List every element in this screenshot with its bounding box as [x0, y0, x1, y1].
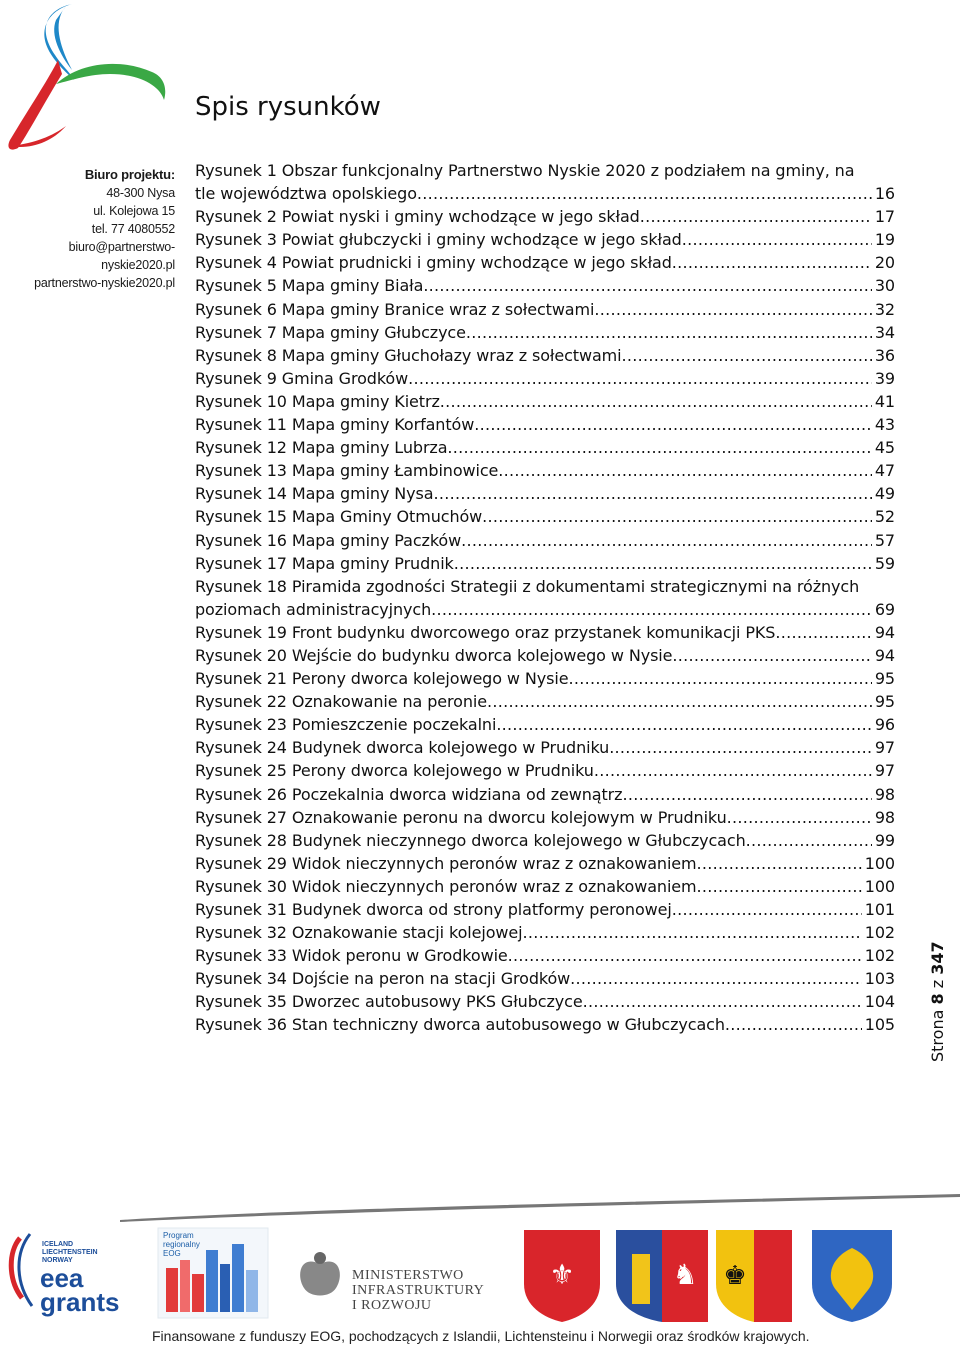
table-of-figures	[195, 159, 895, 1037]
toc-entry[interactable]	[195, 829, 895, 852]
eagle-emblem	[300, 1252, 340, 1296]
toc-entry[interactable]	[195, 505, 895, 528]
toc-entry-page: 102	[864, 946, 895, 966]
toc-entry[interactable]	[195, 967, 895, 990]
ministry-line-3: I ROZWOJU	[352, 1298, 432, 1313]
toc-entry-page: 95	[874, 692, 895, 712]
toc-entry-page: 96	[874, 715, 895, 735]
toc-entry[interactable]	[195, 344, 895, 367]
toc-entry-title: Rysunek 34 Dojście na peron na stacji Grodków	[195, 969, 571, 989]
toc-entry-line	[195, 1013, 895, 1036]
toc-entry-page: 59	[874, 553, 895, 573]
toc-entry-line	[195, 552, 895, 575]
eea-country-3: NORWAY	[42, 1257, 73, 1264]
program-line-2: regionalny	[163, 1240, 200, 1249]
toc-entry[interactable]	[195, 690, 895, 713]
eea-country-2: LIECHTENSTEIN	[42, 1249, 98, 1256]
toc-entry-title: Rysunek 17 Mapa gminy Prudnik	[195, 553, 454, 573]
toc-entry-title: Rysunek 5 Mapa gminy Biała	[195, 276, 424, 296]
toc-dot-leader	[431, 598, 872, 621]
toc-dot-leader	[454, 552, 872, 575]
toc-entry[interactable]	[195, 667, 895, 690]
toc-entry-page: 49	[874, 484, 895, 504]
toc-dot-leader	[725, 1013, 862, 1036]
toc-entry-line	[195, 274, 895, 297]
toc-entry-page: 99	[874, 830, 895, 850]
toc-entry-page: 41	[874, 391, 895, 411]
toc-dot-leader	[408, 367, 872, 390]
toc-dot-leader	[697, 875, 862, 898]
toc-entry-line	[195, 667, 895, 690]
coat-of-arms-1	[524, 1230, 600, 1322]
toc-entry-title: Rysunek 9 Gmina Grodków	[195, 368, 409, 388]
ministry-line-2: INFRASTRUKTURY	[352, 1283, 485, 1298]
toc-entry-page: 43	[874, 415, 895, 435]
toc-entry-page: 32	[874, 299, 895, 319]
toc-entry[interactable]	[195, 759, 895, 782]
toc-entry-page: 16	[874, 184, 895, 204]
coat-of-arms-4	[812, 1230, 892, 1322]
toc-entry-line	[195, 621, 895, 644]
toc-entry-line	[195, 505, 895, 528]
eea-country-1: ICELAND	[42, 1241, 74, 1248]
toc-entry[interactable]	[195, 298, 895, 321]
toc-dot-leader	[775, 621, 871, 644]
toc-entry[interactable]	[195, 621, 895, 644]
page-total: 347	[928, 941, 947, 975]
toc-entry-title: Rysunek 26 Poczekalnia dworca widziana od zewnątrz	[195, 784, 623, 804]
toc-dot-leader	[672, 644, 871, 667]
toc-entry-line	[195, 298, 895, 321]
toc-entry-title: Rysunek 31 Budynek dworca od strony platformy peronowej	[195, 900, 672, 919]
contact-heading: Biuro projektu:	[84, 167, 175, 182]
toc-entry-line	[195, 990, 895, 1013]
toc-entry-line	[195, 921, 895, 944]
toc-entry[interactable]	[195, 921, 895, 944]
toc-dot-leader	[568, 667, 871, 690]
toc-entry-page: 17	[874, 207, 895, 227]
eea-grants-wordmark	[40, 1263, 120, 1317]
toc-entry-line	[195, 228, 895, 251]
toc-entry-line	[195, 321, 895, 344]
toc-entry-title: Rysunek 29 Widok nieczynnych peronów wraz z oznakowaniem	[195, 853, 697, 873]
toc-entry[interactable]	[195, 205, 895, 228]
toc-entry-page: 98	[874, 784, 895, 804]
svg-text:♚: ♚	[723, 1261, 747, 1291]
toc-dot-leader	[417, 182, 872, 205]
toc-entry-title: Rysunek 12 Mapa gminy Lubrza	[195, 438, 448, 458]
toc-entry-line	[195, 944, 895, 967]
toc-entry-page: 105	[864, 1015, 895, 1035]
program-line-1: Program	[163, 1231, 194, 1240]
partnerstwo-logo	[0, 0, 175, 160]
program-line-3: EOG	[163, 1249, 181, 1258]
toc-dot-leader	[423, 274, 872, 297]
toc-entry[interactable]	[195, 736, 895, 759]
coat-of-arms-3	[716, 1230, 792, 1322]
toc-entry-page: 69	[874, 599, 895, 619]
page-title: Spis rysunków	[195, 92, 381, 122]
toc-dot-leader	[622, 344, 872, 367]
toc-entry-title: Rysunek 22 Oznakowanie na peronie	[195, 692, 487, 712]
toc-entry-line	[195, 182, 895, 205]
toc-entry-line	[195, 598, 895, 621]
toc-entry[interactable]	[195, 251, 895, 274]
toc-entry-page: 19	[874, 230, 895, 250]
toc-entry-page: 102	[864, 923, 895, 943]
toc-dot-leader	[672, 251, 872, 274]
toc-dot-leader	[496, 713, 872, 736]
eea-word: eea	[40, 1263, 84, 1293]
toc-entry[interactable]	[195, 482, 895, 505]
funding-statement: Finansowane z funduszy EOG, pochodzących z Islandii, Lichtensteinu i Norwegii oraz środków krajowych.	[152, 1328, 810, 1344]
toc-entry-line	[195, 875, 895, 898]
toc-entry[interactable]	[195, 413, 895, 436]
toc-entry[interactable]	[195, 898, 895, 921]
contact-street: ul. Kolejowa 15	[93, 204, 175, 218]
toc-entry-title: Rysunek 25 Perony dworca kolejowego w Prudniku	[195, 761, 594, 781]
toc-entry[interactable]	[195, 713, 895, 736]
toc-dot-leader	[434, 482, 872, 505]
ministry-label	[352, 1268, 484, 1313]
toc-entry[interactable]	[195, 1013, 895, 1036]
svg-text:⚜: ⚜	[549, 1258, 575, 1291]
toc-entry-page: 101	[864, 900, 895, 919]
toc-entry-title: Rysunek 24 Budynek dworca kolejowego w Prudniku	[195, 738, 610, 758]
toc-entry-line	[195, 459, 895, 482]
page-number: 8	[928, 993, 947, 1005]
toc-entry-line	[195, 482, 895, 505]
toc-entry-line	[195, 529, 895, 552]
coat-of-arms-2	[616, 1230, 708, 1322]
toc-dot-leader	[640, 205, 872, 228]
toc-entry[interactable]	[195, 990, 895, 1013]
toc-dot-leader	[594, 759, 872, 782]
toc-entry-page: 52	[874, 507, 895, 527]
toc-entry-line	[195, 251, 895, 274]
toc-entry-page: 57	[874, 530, 895, 550]
toc-entry-line	[195, 413, 895, 436]
toc-entry-line	[195, 367, 895, 390]
toc-dot-leader	[487, 690, 872, 713]
toc-entry[interactable]	[195, 944, 895, 967]
program-label	[163, 1231, 200, 1258]
eea-countries	[42, 1241, 98, 1265]
toc-dot-leader	[746, 829, 872, 852]
toc-entry-title-line1: Rysunek 1 Obszar funkcjonalny Partnerstwo Nyskie 2020 z podziałem na gminy, na	[195, 161, 855, 180]
toc-dot-leader	[440, 390, 872, 413]
toc-dot-leader	[697, 852, 862, 875]
toc-entry-page: 30	[874, 276, 895, 296]
toc-entry-line	[195, 898, 895, 921]
toc-entry-title: Rysunek 21 Perony dworca kolejowego w Nysie	[195, 669, 569, 689]
toc-entry[interactable]	[195, 459, 895, 482]
toc-dot-leader	[461, 529, 872, 552]
toc-entry-title: tle województwa opolskiego	[195, 184, 417, 204]
toc-entry[interactable]	[195, 552, 895, 575]
toc-entry-page: 47	[874, 461, 895, 481]
toc-entry-line	[195, 759, 895, 782]
toc-entry-page: 100	[864, 876, 895, 896]
toc-entry-title: Rysunek 28 Budynek nieczynnego dworca kolejowego w Głubczycach	[195, 830, 746, 850]
toc-entry-title: Rysunek 19 Front budynku dworcowego oraz przystanek komunikacji PKS	[195, 622, 776, 642]
toc-entry-title: Rysunek 16 Mapa gminy Paczków	[195, 530, 462, 550]
toc-entry-page: 34	[874, 322, 895, 342]
toc-dot-leader	[466, 321, 872, 344]
toc-entry-line	[195, 344, 895, 367]
toc-entry-page: 103	[864, 969, 895, 989]
toc-entry-line	[195, 829, 895, 852]
toc-entry-line	[195, 644, 895, 667]
toc-entry-line	[195, 205, 895, 228]
grants-word: grants	[40, 1287, 120, 1317]
toc-dot-leader	[522, 921, 861, 944]
toc-dot-leader	[482, 505, 872, 528]
toc-entry-title: Rysunek 23 Pomieszczenie poczekalni	[195, 715, 497, 735]
toc-entry-title: Rysunek 20 Wejście do budynku dworca kolejowego w Nysie	[195, 645, 673, 665]
ministry-line-1: MINISTERSTWO	[352, 1268, 464, 1283]
toc-entry-title: Rysunek 30 Widok nieczynnych peronów wraz z oznakowaniem	[195, 876, 697, 896]
toc-entry-page: 39	[874, 368, 895, 388]
contact-website[interactable]: partnerstwo-nyskie2020.pl	[34, 276, 175, 290]
toc-entry-title: Rysunek 27 Oznakowanie peronu na dworcu kolejowym w Prudniku	[195, 807, 727, 827]
contact-email[interactable]: biuro@partnerstwo-nyskie2020.pl	[68, 240, 175, 272]
toc-entry-line	[195, 690, 895, 713]
toc-entry[interactable]	[195, 274, 895, 297]
toc-dot-leader	[672, 898, 862, 921]
toc-entry-title: Rysunek 2 Powiat nyski i gminy wchodzące w jego skład	[195, 207, 640, 227]
toc-entry-page: 95	[874, 669, 895, 689]
toc-dot-leader	[622, 783, 871, 806]
toc-entry-line	[195, 436, 895, 459]
toc-entry-title: Rysunek 8 Mapa gminy Głuchołazy wraz z sołectwami	[195, 345, 622, 365]
toc-dot-leader	[682, 228, 872, 251]
toc-entry-page: 97	[874, 738, 895, 758]
toc-entry-line	[195, 967, 895, 990]
toc-entry[interactable]	[195, 436, 895, 459]
toc-dot-leader	[498, 459, 872, 482]
toc-entry-title: Rysunek 15 Mapa Gminy Otmuchów	[195, 507, 483, 527]
footer-divider	[120, 1188, 960, 1228]
contact-address: 48-300 Nysa	[106, 186, 175, 200]
contact-block	[0, 166, 175, 292]
toc-entry-title: Rysunek 6 Mapa gminy Branice wraz z sołectwami	[195, 299, 595, 319]
toc-entry[interactable]	[195, 529, 895, 552]
toc-entry-page: 100	[864, 853, 895, 873]
toc-entry[interactable]	[195, 390, 895, 413]
toc-entry-title: Rysunek 14 Mapa gminy Nysa	[195, 484, 434, 504]
svg-text:♞: ♞	[672, 1258, 698, 1291]
toc-entry-page: 20	[874, 253, 895, 273]
toc-entry-page: 97	[874, 761, 895, 781]
toc-entry-title: Rysunek 7 Mapa gminy Głubczyce	[195, 322, 466, 342]
toc-entry-page: 45	[874, 438, 895, 458]
toc-entry[interactable]	[195, 783, 895, 806]
contact-phone: tel. 77 4080552	[91, 222, 175, 236]
toc-entry-line	[195, 390, 895, 413]
toc-entry-title: Rysunek 32 Oznakowanie stacji kolejowej	[195, 923, 523, 943]
toc-entry[interactable]	[195, 806, 895, 829]
toc-entry-title: Rysunek 35 Dworzec autobusowy PKS Głubczyce	[195, 992, 583, 1012]
toc-entry[interactable]	[195, 321, 895, 344]
toc-entry-page: 98	[874, 807, 895, 827]
toc-dot-leader	[583, 990, 862, 1013]
toc-entry-line	[195, 852, 895, 875]
toc-entry-title: Rysunek 13 Mapa gminy Łambinowice	[195, 461, 499, 481]
toc-entry-page: 36	[874, 345, 895, 365]
page-counter-separator: z	[928, 979, 947, 989]
toc-dot-leader	[474, 413, 872, 436]
toc-entry-title: Rysunek 11 Mapa gminy Korfantów	[195, 415, 475, 435]
toc-entry-page: 94	[874, 645, 895, 665]
toc-entry-title-line1: Rysunek 18 Piramida zgodności Strategii z dokumentami strategicznymi na różnych	[195, 576, 860, 596]
toc-dot-leader	[447, 436, 871, 459]
toc-entry-title: Rysunek 4 Powiat prudnicki i gminy wchodzące w jego skład	[195, 253, 672, 273]
toc-entry-title: Rysunek 36 Stan techniczny dworca autobusowego w Głubczycach	[195, 1015, 725, 1035]
toc-entry-line	[195, 806, 895, 829]
toc-entry-page: 104	[864, 992, 895, 1012]
page-counter	[928, 941, 947, 1062]
toc-dot-leader	[727, 806, 872, 829]
toc-entry[interactable]	[195, 644, 895, 667]
toc-entry[interactable]	[195, 228, 895, 251]
toc-dot-leader	[609, 736, 872, 759]
toc-entry-title: Rysunek 33 Widok peronu w Grodkowie	[195, 946, 508, 966]
toc-dot-leader	[508, 944, 862, 967]
toc-dot-leader	[570, 967, 862, 990]
toc-entry-line	[195, 783, 895, 806]
toc-dot-leader	[594, 298, 871, 321]
toc-entry-line	[195, 736, 895, 759]
toc-entry[interactable]	[195, 575, 895, 621]
toc-entry-title: Rysunek 3 Powiat głubczycki i gminy wchodzące w jego skład	[195, 230, 682, 250]
toc-entry-line	[195, 713, 895, 736]
toc-entry[interactable]	[195, 367, 895, 390]
toc-entry-page: 94	[874, 622, 895, 642]
eea-grants-logo	[11, 1234, 32, 1306]
toc-entry[interactable]	[195, 159, 895, 205]
toc-entry-title: poziomach administracyjnych	[195, 599, 432, 619]
page-counter-prefix: Strona	[928, 1009, 947, 1062]
toc-entry[interactable]	[195, 875, 895, 898]
toc-entry[interactable]	[195, 852, 895, 875]
toc-entry-title: Rysunek 10 Mapa gminy Kietrz	[195, 391, 440, 411]
